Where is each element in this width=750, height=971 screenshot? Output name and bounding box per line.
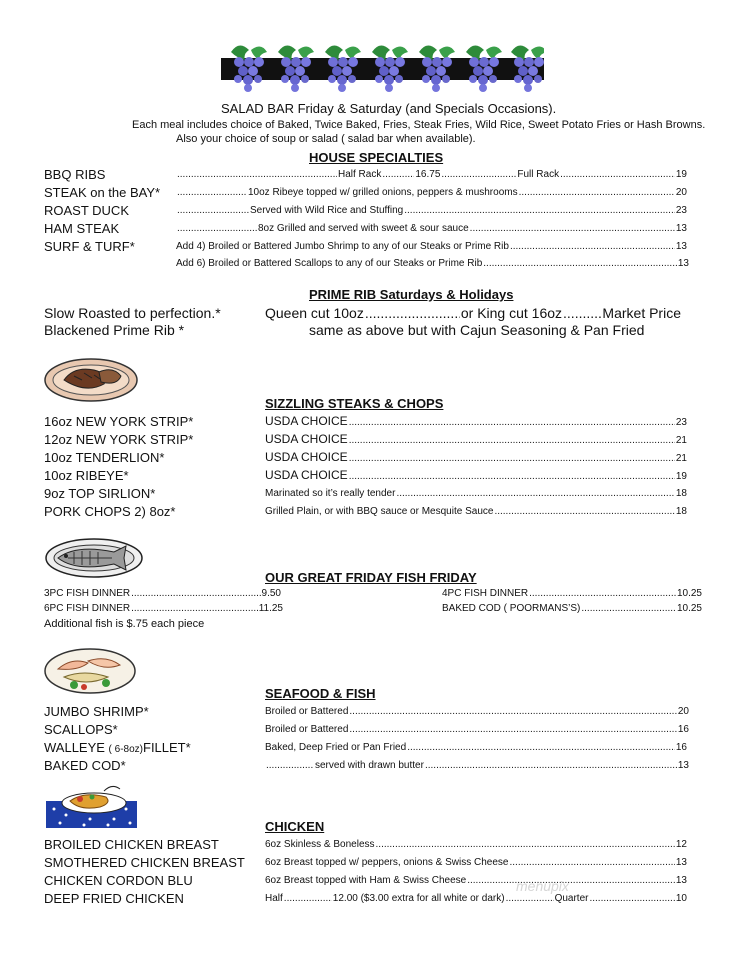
item-desc: Grilled Plain, or with BBQ sauce or Mesquite Sauce bbox=[265, 506, 494, 517]
steak-item-row bbox=[265, 414, 687, 428]
seafood-item-name: JUMBO SHRIMP* bbox=[44, 704, 149, 719]
item-desc: 6oz Breast topped with Ham & Swiss Cheese bbox=[265, 875, 467, 886]
walleye-fillet: FILLET* bbox=[143, 740, 191, 755]
item-price: 10 bbox=[675, 893, 687, 904]
item-price: 20 bbox=[677, 706, 689, 717]
chicken-item-name: BROILED CHICKEN BREAST bbox=[44, 837, 219, 852]
house-item-name: BBQ RIBS bbox=[44, 167, 106, 182]
steaks-title: SIZZLING STEAKS & CHOPS bbox=[265, 396, 444, 411]
prime-rib-title: PRIME RIB Saturdays & Holidays bbox=[309, 287, 514, 302]
house-item-row bbox=[176, 205, 687, 216]
salad-bar-heading: SALAD BAR Friday & Saturday (and Specials Occasions). bbox=[221, 101, 557, 116]
item-desc: Broiled or Battered bbox=[265, 724, 349, 735]
chicken-item-name: CHICKEN CORDON BLU bbox=[44, 873, 193, 888]
item-price: 19 bbox=[675, 169, 687, 180]
house-item-row bbox=[176, 187, 687, 198]
steak-item-row bbox=[265, 450, 687, 464]
steak-item-row bbox=[265, 488, 687, 499]
item-price: 21 bbox=[675, 435, 687, 446]
half-rack-price: 16.75 bbox=[415, 169, 441, 180]
item-price: 23 bbox=[675, 205, 687, 216]
prime-rib-row bbox=[265, 305, 681, 321]
item-name: 3PC FISH DINNER bbox=[44, 588, 131, 599]
item-desc: USDA CHOICE bbox=[265, 432, 348, 446]
item-desc: 8oz Grilled and served with sweet & sour sauce bbox=[258, 223, 469, 234]
blackened-prime-rib-desc: same as above but with Cajun Seasoning & Pan Fried bbox=[309, 322, 645, 338]
item-name: BAKED COD ( POORMANS’S) bbox=[442, 603, 581, 614]
seafood-item-row bbox=[265, 706, 689, 717]
seafood-item-row bbox=[265, 742, 687, 753]
house-item-row bbox=[176, 223, 687, 234]
item-name: 4PC FISH DINNER bbox=[442, 588, 529, 599]
steak-item-row bbox=[265, 432, 687, 446]
fish-friday-row bbox=[442, 588, 702, 599]
item-price: 20 bbox=[675, 187, 687, 198]
steak-item-name: 12oz NEW YORK STRIP* bbox=[44, 432, 194, 447]
item-desc: USDA CHOICE bbox=[265, 450, 348, 464]
house-specialties-title: HOUSE SPECIALTIES bbox=[309, 150, 444, 165]
house-item-name: ROAST DUCK bbox=[44, 203, 129, 218]
steak-item-name: PORK CHOPS 2) 8oz* bbox=[44, 504, 176, 519]
prime-rib-name: Slow Roasted to perfection.* bbox=[44, 305, 221, 321]
half-label: Half bbox=[265, 893, 283, 904]
item-price: 12 bbox=[675, 839, 687, 850]
item-price: 13 bbox=[675, 857, 687, 868]
chicken-item-row bbox=[265, 839, 687, 850]
item-desc: Broiled or Battered bbox=[265, 706, 349, 717]
item-price: 13 bbox=[675, 223, 687, 234]
item-desc: USDA CHOICE bbox=[265, 414, 348, 428]
fish-platter-icon bbox=[44, 536, 144, 580]
walleye-weight: ( 6-8oz) bbox=[108, 744, 143, 755]
chicken-title: CHICKEN bbox=[265, 819, 325, 834]
walleye-label: WALLEYE bbox=[44, 740, 109, 755]
item-price: 16 bbox=[677, 724, 689, 735]
additional-fish-note: Additional fish is $.75 each piece bbox=[44, 618, 205, 630]
item-desc: 6oz Skinless & Boneless bbox=[265, 839, 375, 850]
item-price: 16 bbox=[675, 742, 687, 753]
fish-friday-row bbox=[44, 588, 281, 599]
item-price: 11.25 bbox=[258, 603, 283, 614]
watermark-text: menupix bbox=[516, 878, 569, 894]
fish-friday-title: OUR GREAT FRIDAY FISH FRIDAY bbox=[265, 570, 477, 585]
chicken-item-row bbox=[265, 875, 687, 886]
king-cut: or King cut 16oz bbox=[460, 305, 563, 321]
steak-item-row bbox=[265, 468, 687, 482]
item-name: 6PC FISH DINNER bbox=[44, 603, 131, 614]
half-price: 12.00 ($3.00 extra for all white or dark) bbox=[332, 893, 505, 904]
house-item-bbq-ribs bbox=[176, 169, 687, 180]
soup-salad-text: Also your choice of soup or salad ( salad bar when available). bbox=[176, 133, 476, 145]
item-price: 10.25 bbox=[676, 603, 702, 614]
queen-cut: Queen cut 10oz bbox=[265, 305, 364, 321]
steak-plate-icon bbox=[44, 358, 139, 403]
steak-item-name: 10oz RIBEYE* bbox=[44, 468, 129, 483]
item-price: 13 bbox=[677, 760, 689, 771]
item-desc: USDA CHOICE bbox=[265, 468, 348, 482]
item-desc: Add 4) Broiled or Battered Jumbo Shrimp to any of our Steaks or Prime Rib bbox=[176, 241, 509, 252]
item-price: 9.50 bbox=[261, 588, 281, 599]
fish-friday-row bbox=[442, 603, 702, 614]
item-price: 18 bbox=[675, 506, 687, 517]
grape-banner bbox=[221, 42, 544, 94]
item-price: 13 bbox=[677, 258, 689, 269]
seafood-item-row bbox=[265, 724, 689, 735]
steak-item-name: 9oz TOP SIRLION* bbox=[44, 486, 156, 501]
item-price: 19 bbox=[675, 471, 687, 482]
item-desc: served with drawn butter bbox=[315, 760, 424, 771]
seafood-plate-icon bbox=[44, 647, 137, 695]
meal-includes-text: Each meal includes choice of Baked, Twice Baked, Fries, Steak Fries, Wild Rice, Sweet Potato Fries or Hash Browns. bbox=[132, 119, 706, 131]
grapes-icon bbox=[221, 42, 544, 94]
item-price: 13 bbox=[675, 241, 687, 252]
item-price: 23 bbox=[675, 417, 687, 428]
item-price: 18 bbox=[675, 488, 687, 499]
seafood-item-name bbox=[44, 740, 191, 755]
item-price: 21 bbox=[675, 453, 687, 464]
item-desc: 10oz Ribeye topped w/ grilled onions, peppers & mushrooms bbox=[248, 187, 518, 198]
blackened-prime-rib-name: Blackened Prime Rib * bbox=[44, 322, 185, 338]
chicken-item-row bbox=[265, 893, 687, 904]
steak-item-name: 10oz TENDERLION* bbox=[44, 450, 165, 465]
house-item-row bbox=[176, 241, 687, 252]
full-rack-label: Full Rack bbox=[517, 169, 560, 180]
chicken-item-name: SMOTHERED CHICKEN BREAST bbox=[44, 855, 245, 870]
item-desc: 6oz Breast topped w/ peppers, onions & Swiss Cheese bbox=[265, 857, 509, 868]
seafood-item-row bbox=[265, 760, 689, 771]
chicken-dish-icon bbox=[44, 785, 139, 830]
quarter-label: Quarter bbox=[554, 893, 589, 904]
item-price: 13 bbox=[675, 875, 687, 886]
chicken-item-row bbox=[265, 857, 687, 868]
house-item-name: SURF & TURF* bbox=[44, 239, 135, 254]
item-price: 10.25 bbox=[676, 588, 702, 599]
half-rack-label: Half Rack bbox=[338, 169, 382, 180]
chicken-item-name: DEEP FRIED CHICKEN bbox=[44, 891, 184, 906]
seafood-item-name: SCALLOPS* bbox=[44, 722, 118, 737]
item-desc: Baked, Deep Fried or Pan Fried bbox=[265, 742, 407, 753]
fish-friday-row bbox=[44, 603, 283, 614]
house-item-row bbox=[176, 258, 689, 269]
item-desc: Marinated so it’s really tender bbox=[265, 488, 396, 499]
house-item-name: HAM STEAK bbox=[44, 221, 120, 236]
market-price: Market Price bbox=[602, 305, 681, 321]
item-desc: Add 6) Broiled or Battered Scallops to any of our Steaks or Prime Rib bbox=[176, 258, 483, 269]
seafood-item-name: BAKED COD* bbox=[44, 758, 126, 773]
steak-item-name: 16oz NEW YORK STRIP* bbox=[44, 414, 194, 429]
item-desc: Served with Wild Rice and Stuffing bbox=[250, 205, 404, 216]
house-item-name: STEAK on the BAY* bbox=[44, 185, 161, 200]
steak-item-row bbox=[265, 506, 687, 517]
seafood-title: SEAFOOD & FISH bbox=[265, 686, 376, 701]
